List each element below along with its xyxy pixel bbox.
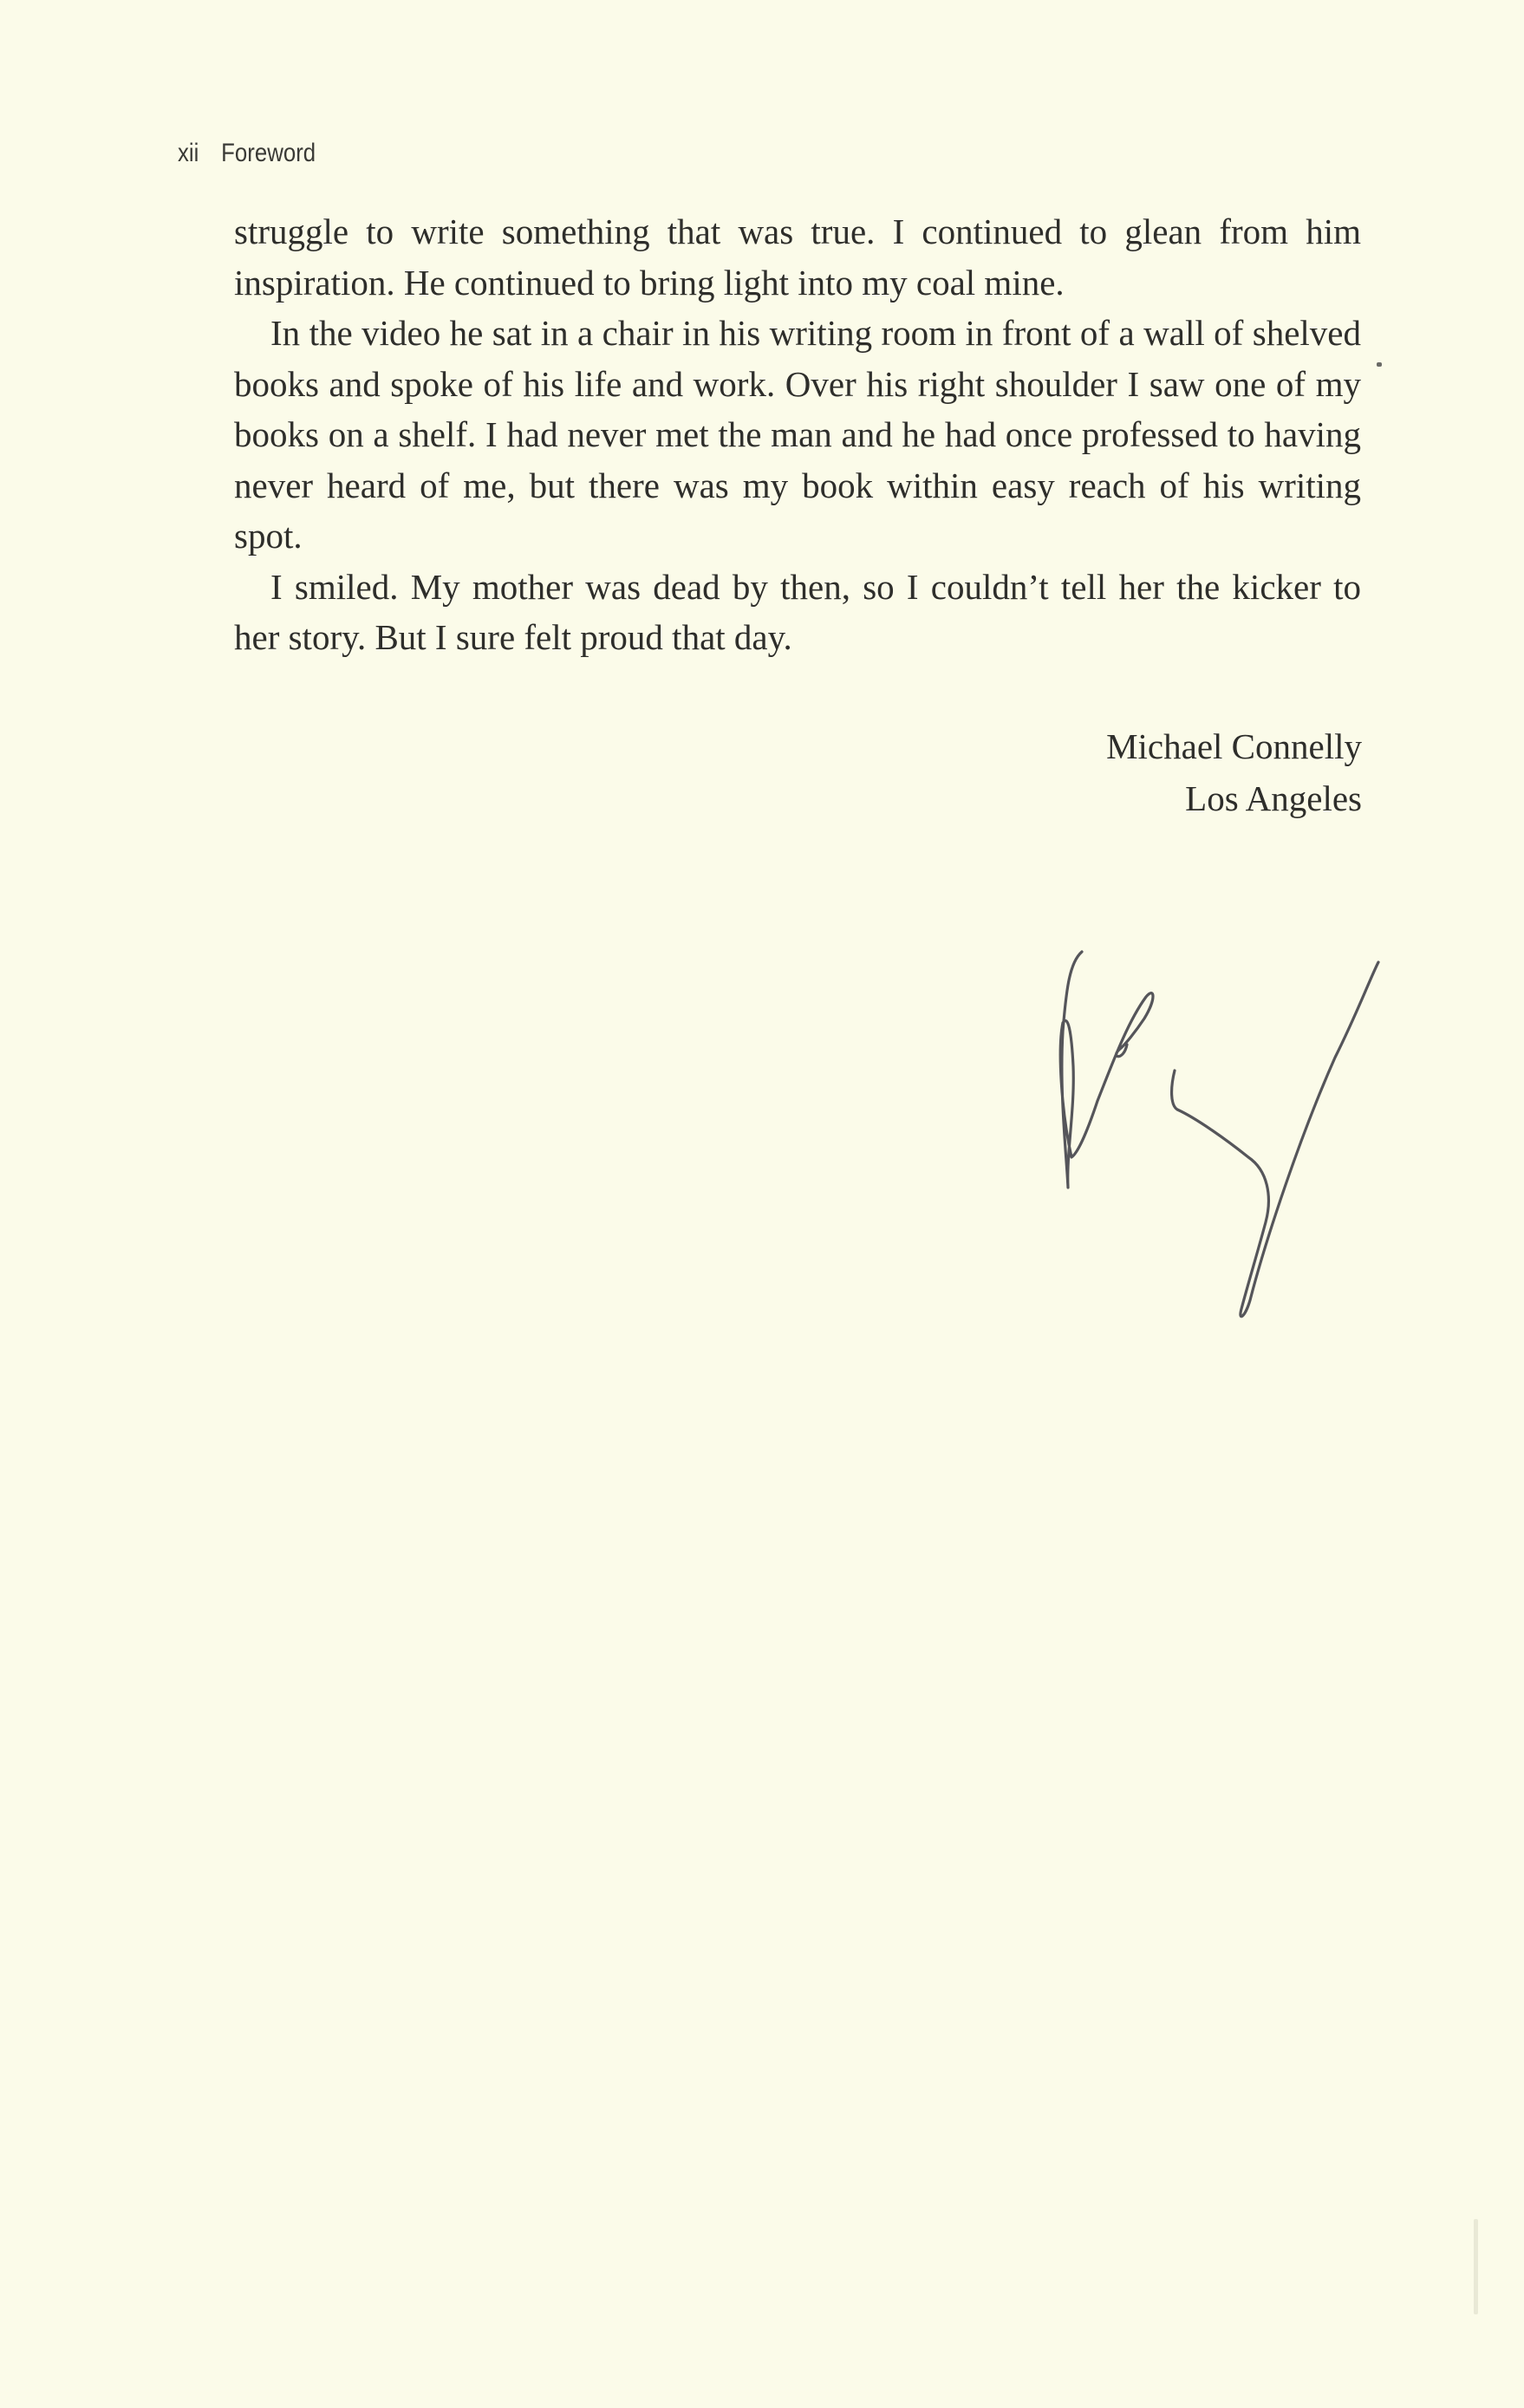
- paragraph: struggle to write something that was true. I continued to glean from him inspiration. He continued to bring light into my coal mine.: [234, 212, 1361, 303]
- ink-speck: [1377, 362, 1382, 367]
- page-edge-mark: [1474, 2219, 1478, 2314]
- author-location: Los Angeles: [1185, 778, 1362, 818]
- handwritten-signature: [1040, 936, 1474, 1404]
- running-title: Foreword: [221, 139, 316, 167]
- page-number: xii: [178, 139, 199, 167]
- running-head: [178, 139, 316, 168]
- signoff: [919, 720, 1362, 824]
- author-name: Michael Connelly: [1106, 726, 1362, 766]
- paragraph: I smiled. My mother was dead by then, so I couldn’t tell her the kicker to her story. But I sure felt proud that day.: [234, 566, 1361, 657]
- paragraph: In the video he sat in a chair in his writing room in front of a wall of shelved books and spoke of his life and work. Over his right shoulder I saw one of my books on a shelf. I had never met the man and he had once professed to having never heard of me, but there was my book within easy reach of his writing spot.: [234, 313, 1361, 556]
- body-text: [234, 206, 1361, 663]
